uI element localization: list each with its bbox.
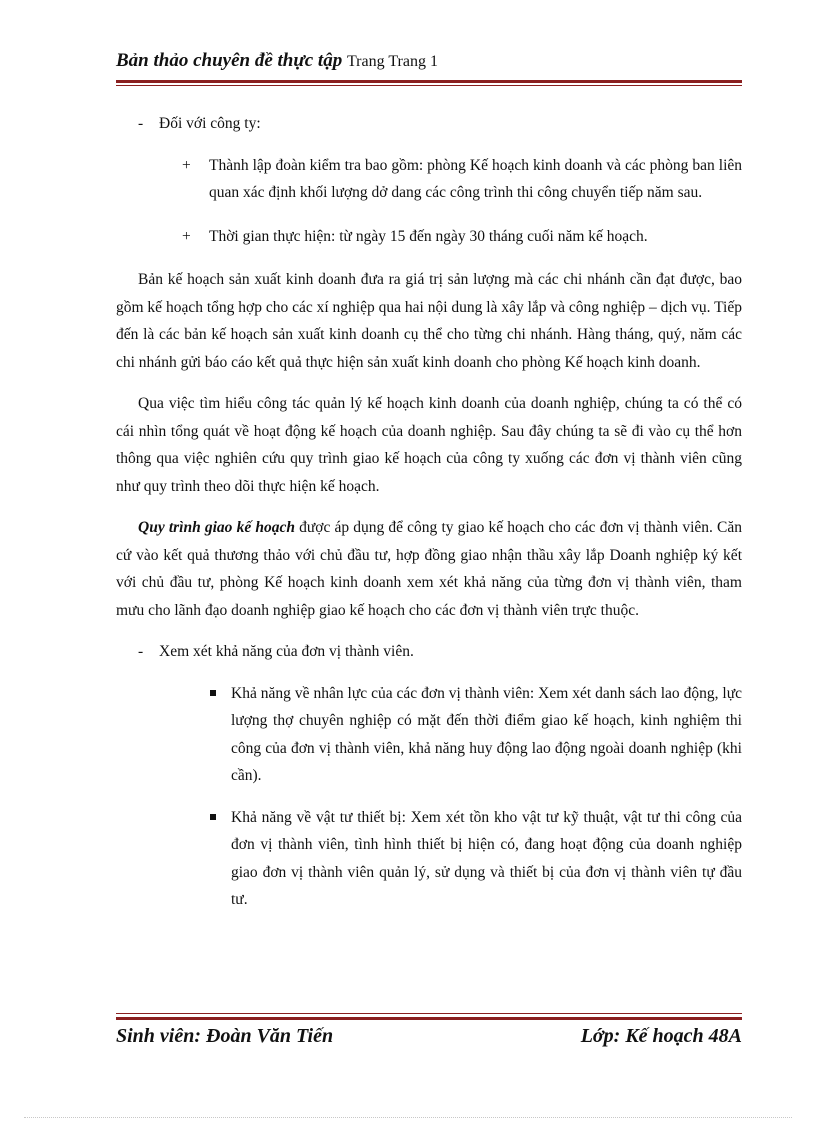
page-number: Trang Trang 1	[346, 53, 438, 70]
list-item	[116, 638, 742, 666]
document-title: Bản thảo chuyên đề thực tập	[116, 50, 343, 71]
bullet-item-text: Khả năng về nhân lực của các đơn vị thành viên: Xem xét danh sách lao động, lực lượng thợ chuyên nghiệp có mặt đến thời điểm giao kế hoạch, kinh nghiệm thi công của đơn vị thành viên, khả năng huy động lao động ngoài doanh nghiệp (khi cần).	[231, 684, 742, 784]
sub-list-item-text: Thời gian thực hiện: từ ngày 15 đến ngày 30 tháng cuối năm kế hoạch.	[209, 227, 648, 245]
paragraph	[116, 514, 742, 624]
page-footer	[116, 1025, 742, 1048]
plus-marker: +	[182, 156, 191, 174]
dash-marker: -	[138, 115, 144, 132]
list-item-text: Đối với công ty:	[159, 115, 261, 132]
page-content	[116, 110, 742, 928]
class-name: Lớp: Kế hoạch 48A	[580, 1025, 742, 1047]
paragraph: Qua việc tìm hiểu công tác quản lý kế hoạch kinh doanh của doanh nghiệp, chúng ta có thể có cái nhìn tổng quát về hoạt động kế hoạch của doanh nghiệp. Sau đây chúng ta sẽ đi vào cụ thể hơn thông qua việc nghiên cứu quy trình giao kế hoạch của công ty xuống các đơn vị thành viên cũng như quy trình theo dõi thực hiện kế hoạch.	[116, 395, 742, 495]
footer-rule-thin	[116, 1013, 742, 1014]
student-name: Sinh viên: Đoàn Văn Tiến	[116, 1025, 334, 1047]
sub-list-item	[116, 152, 742, 207]
paragraph-text: được áp dụng để công ty giao kế hoạch cho các đơn vị thành viên. Căn cứ vào kết quả thương thảo với chủ đầu tư, hợp đồng giao nhận thầu xây lắp Doanh nghiệp ký kết với chủ đầu tư, phòng Kế hoạch kinh doanh xem xét khả năng của từng đơn vị thành viên, tham mưu cho lãnh đạo doanh nghiệp giao kế hoạch cho các đơn vị thành viên trực thuộc.	[116, 519, 743, 619]
list-item-text: Xem xét khả năng của đơn vị thành viên.	[159, 643, 414, 660]
bullet-item-text: Khả năng về vật tư thiết bị: Xem xét tồn kho vật tư kỹ thuật, vật tư thi công của đơn vị thành viên, tình hình thiết bị hiện có, đang hoạt động của doanh nghiệp giao đơn vị thành viên quản lý, sử dụng và thiết bị của đơn vị thành viên tự đầu tư.	[231, 808, 742, 908]
page-header	[116, 50, 742, 72]
paragraph: Bản kế hoạch sản xuất kinh doanh đưa ra giá trị sản lượng mà các chi nhánh cần đạt được, bao gồm kế hoạch tổng hợp cho các xí nghiệp qua hai nội dung là xây lắp và công nghiệp – dịch vụ. Tiếp đến là các bản kế hoạch sản xuất kinh doanh cụ thể cho từng chi nhánh. Hàng tháng, quý, năm các chi nhánh gửi báo cáo kết quả thực hiện sản xuất kinh doanh cho phòng Kế hoạch kinh doanh.	[116, 271, 742, 371]
page-bottom-divider	[24, 1117, 792, 1118]
sub-list-item-text: Thành lập đoàn kiểm tra bao gồm: phòng Kế hoạch kinh doanh và các phòng ban liên quan xác định khối lượng dở dang các công trình thi công chuyển tiếp năm sau.	[209, 156, 742, 201]
bullet-item	[116, 804, 742, 914]
header-rule-thin	[116, 85, 742, 86]
square-bullet-icon	[210, 690, 216, 696]
square-bullet-icon	[210, 814, 216, 820]
footer-rule-thick	[116, 1017, 742, 1020]
header-rule-thick	[116, 80, 742, 83]
sub-list-item	[116, 223, 742, 251]
paragraph-lead: Quy trình giao kế hoạch	[138, 519, 295, 536]
plus-marker: +	[182, 227, 191, 245]
dash-marker: -	[138, 643, 144, 660]
bullet-item	[116, 680, 742, 790]
list-item	[116, 110, 742, 138]
